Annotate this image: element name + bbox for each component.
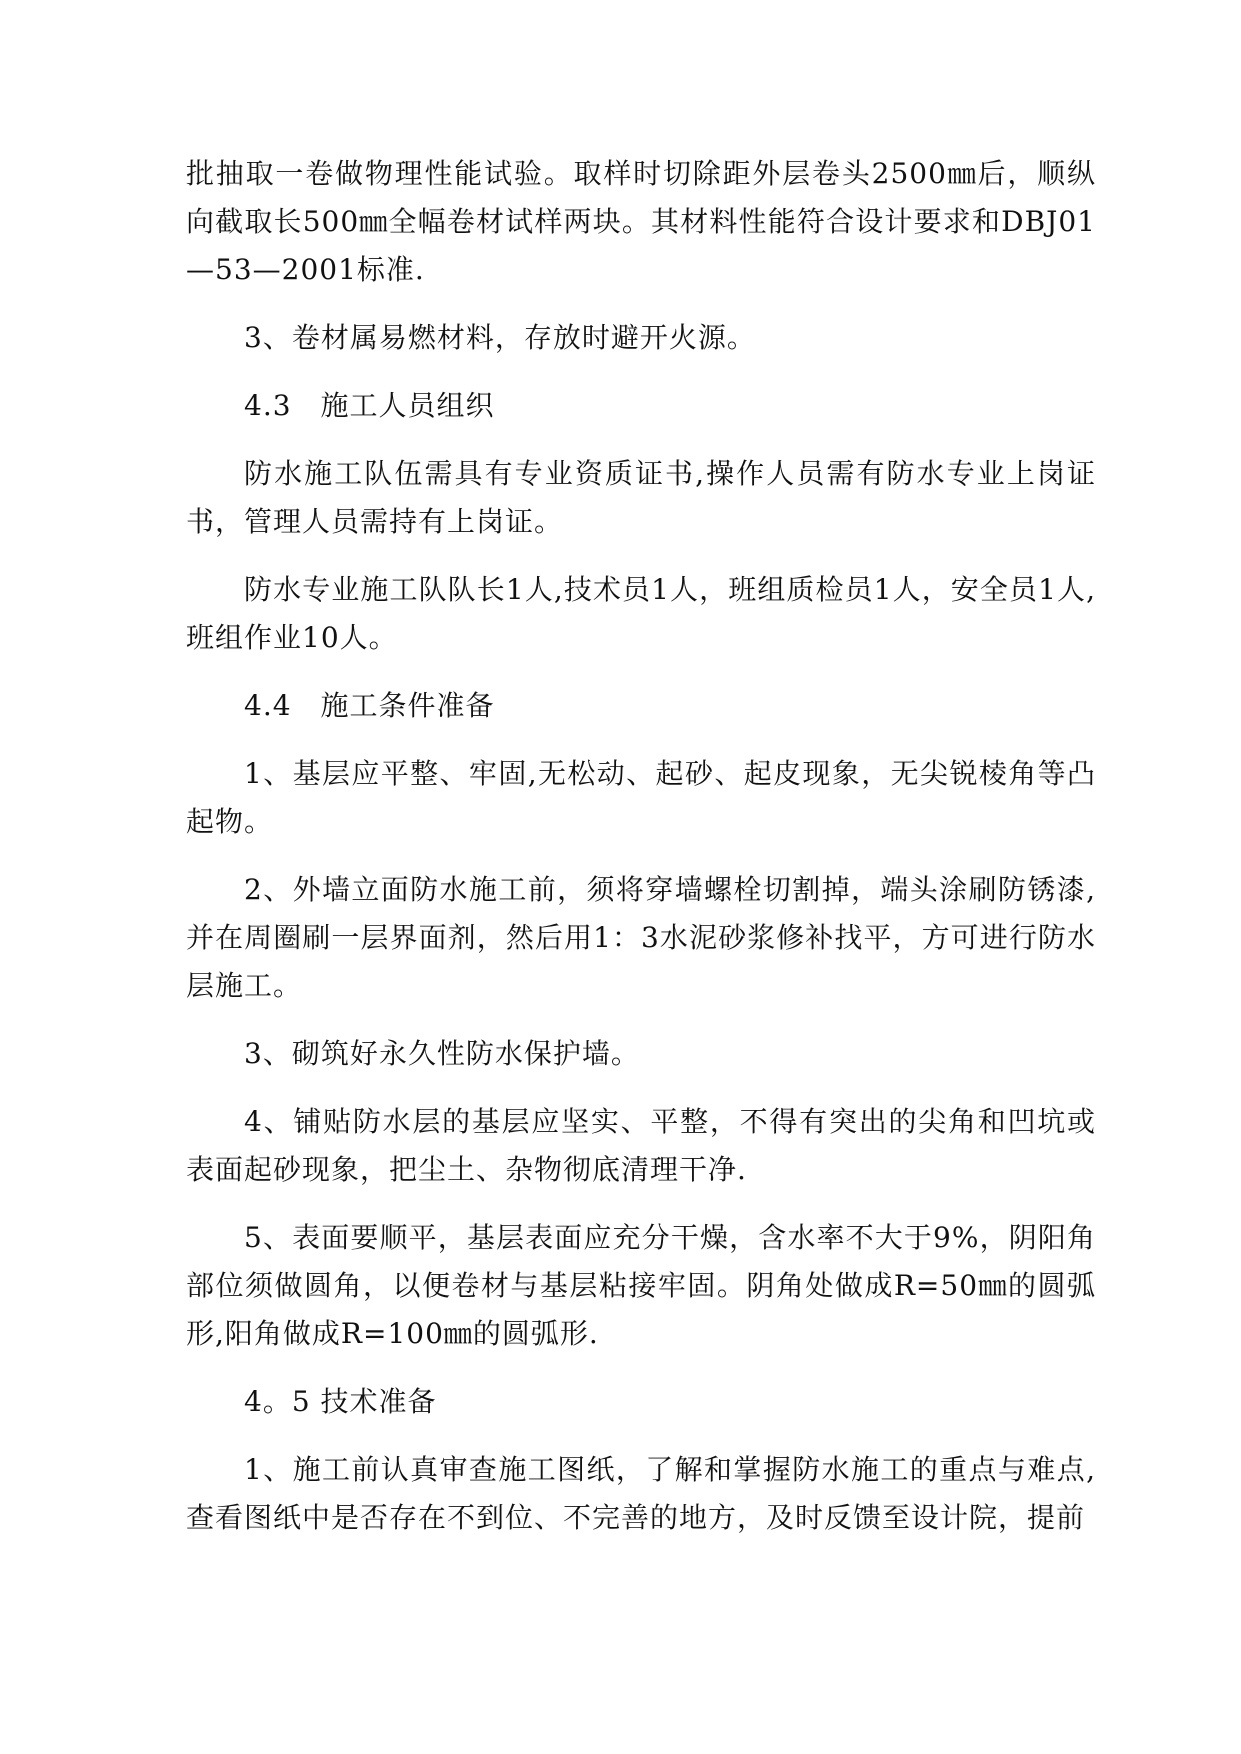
paragraph-qualification: 防水施工队伍需具有专业资质证书,操作人员需有防水专业上岗证书，管理人员需持有上岗证。 (186, 457, 1096, 538)
paragraph-sampling: 批抽取一卷做物理性能试验。取样时切除距外层卷头2500㎜后，顺纵向截取长500㎜全幅卷材试样两块。其材料性能符合设计要求和DBJ01—53—2001标准. (186, 157, 1096, 286)
section-heading-4-3: 4.3 施工人员组织 (244, 389, 495, 422)
document-body (186, 150, 1096, 1542)
list-item-5: 5、表面要顺平，基层表面应充分干燥，含水率不大于9%，阴阳角部位须做圆角，以便卷材与基层粘接牢固。阴角处做成R=50㎜的圆弧形,阳角做成R=100㎜的圆弧形. (186, 1221, 1096, 1350)
list-item-2: 2、外墙立面防水施工前，须将穿墙螺栓切割掉，端头涂刷防锈漆,并在周圈刷一层界面剂，然后用1：3水泥砂浆修补找平，方可进行防水层施工。 (186, 873, 1096, 1002)
section-heading-4-4: 4.4 施工条件准备 (244, 689, 495, 722)
list-item-tech-1: 1、施工前认真审查施工图纸，了解和掌握防水施工的重点与难点,查看图纸中是否存在不到位、不完善的地方，及时反馈至设计院，提前 (186, 1453, 1096, 1534)
paragraph-flammable: 3、卷材属易燃材料，存放时避开火源。 (244, 321, 756, 354)
list-item-1: 1、基层应平整、牢固,无松动、起砂、起皮现象，无尖锐棱角等凸起物。 (186, 757, 1096, 838)
paragraph-staffing: 防水专业施工队队长1人,技术员1人，班组质检员1人，安全员1人,班组作业10人。 (186, 573, 1096, 654)
section-heading-4-5: 4。5 技术准备 (244, 1385, 437, 1418)
list-item-4: 4、铺贴防水层的基层应坚实、平整，不得有突出的尖角和凹坑或表面起砂现象，把尘土、杂物彻底清理干净. (186, 1105, 1096, 1186)
list-item-3: 3、砌筑好永久性防水保护墙。 (244, 1037, 640, 1070)
